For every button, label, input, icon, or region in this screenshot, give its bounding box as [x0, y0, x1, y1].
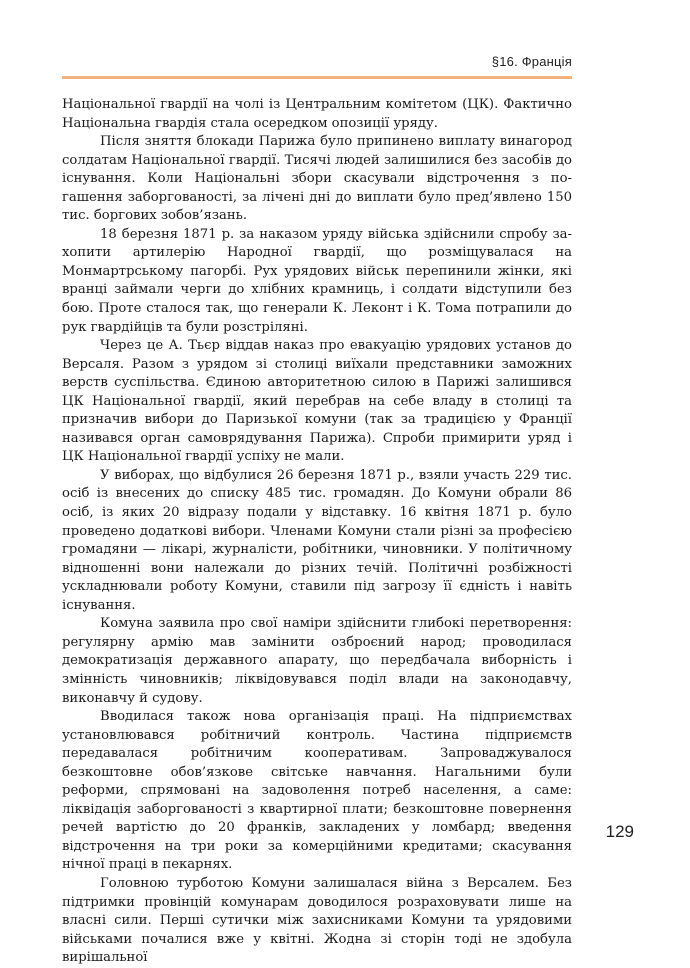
paragraph-1: Національної гвардії на чолі із Центральним комітетом (ЦК). Фактично Національна гвардія стала осередком опозиції уряду. — [62, 97, 572, 131]
section-title: §16. Франція — [491, 54, 572, 69]
paragraph-4: Через це А. Тьєр віддав наказ про евакуацію урядових установ до Версаля. Разом з урядом зі столиці виїхали представники заможних верств суспільства. Єдиною авторитетною силою в Парижі залишився ЦК Національної гвардії, який перебрав на себе владу в столиці та призначив вибори до Паризької комуни (так за традицією у Франції називався орган самоврядування Парижа). Спроби примирити уряд і ЦК Національної гвардії успіху не мали. — [62, 338, 572, 465]
paragraph-7: Вводилася також нова організація праці. На підприємствах установлювався робітничий контроль. Частина підприємств передавалася робітничим кооперативам. Запроваджувалося безкоштовне обов’язкове світське навчання. Нагальними були реформи, спрямовані на задоволення потреб населення, а саме: ліквідація заборгованості з квартирної плати; безкоштовне повернення речей вартістю до 20 франків, закладених у ломбард; введення відстрочення на три роки за комерційними кредитами; скасування нічної праці в пекарнях. — [62, 709, 572, 873]
paragraph-2: Після зняття блокади Парижа було припинено виплату винагород солдатам Національної гвардії. Тисячі людей залишилися без засобів до існування. Коли Національні збори скасували відстрочення з погашення заборгованості, за лічені дні до виплати було пред’явлено 150 тис. боргових зобов’язань. — [62, 134, 572, 224]
header-divider — [62, 76, 572, 79]
paragraph-5: У виборах, що відбулися 26 березня 1871 р., взяли участь 229 тис. осіб із внесених до списку 485 тис. громадян. До Комуни обрали 86 осіб, із яких 20 відразу подали у відставку. 16 квітня 1871 р. було проведено додаткові вибори. Членами Комуни стали різні за професією громадяни — лікарі, журналісти, робітники, чиновники. У політичному відношенні вони належали до різних течій. Політичні розбіжності ускладнювали роботу Комуни, ставили під загрозу її єдність і навіть існування. — [62, 467, 572, 613]
paragraph-8: Головною турботою Комуни залишалася війна з Версалем. Без підтримки провінцій комунарам доводилося розраховувати лише на власні сили. Перші сутички між захисниками Комуни та урядовими військами почалися вже у квітні. Жодна зі сторін тоді не здобула вирішальної — [62, 875, 572, 966]
page-number: 129 — [605, 822, 634, 841]
main-text — [62, 96, 572, 968]
paragraph-3: 18 березня 1871 р. за наказом уряду війська здійснили спробу захопити артилерію Народної гвардії, що розміщувалася на Монмартрському пагорбі. Рух урядових військ перепинили жінки, які вранці займали черги до хлібних крамниць, і солдати відступили без бою. Проте сталося так, що генерали К. Леконт і К. Тома потрапили до рук гвардійців та були розстріляні. — [62, 226, 572, 335]
paragraph-6: Комуна заявила про свої наміри здійснити глибокі перетворення: регулярну армію мав замінити озброєний народ; проводилася демократизація державного апарату, що передбачала виборність і змінність чиновників; ліквідовувався поділ влади на законодавчу, виконавчу й судову. — [62, 616, 572, 706]
